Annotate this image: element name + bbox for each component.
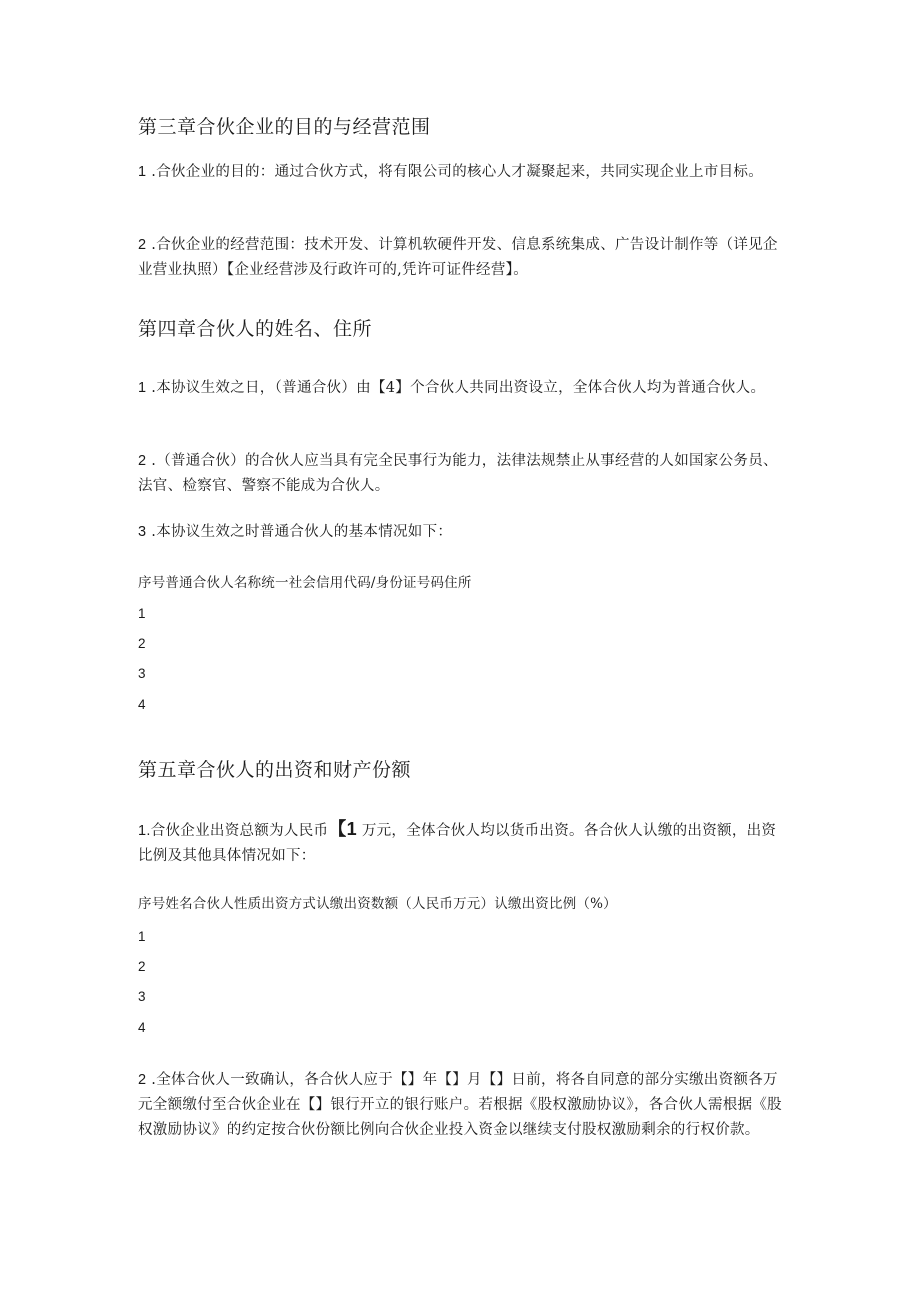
amount-bracket: 【1 [328,819,357,839]
chapter-4-title: 第四章合伙人的姓名、住所 [138,318,373,340]
item-text: .全体合伙人一致确认，各合伙人应于【】年【】月【】日前，将各自同意的部分实缴出资额各万元全额缴付至合伙企业在【】银行开立的银行账户。若根据《股权激励协议》，各合伙人需根据《股权激励协议》的约定按合伙份额比例向合伙企业投入资金以继续支付股权激励剩余的行权价款。 [138,1072,782,1138]
item-text: .合伙企业的目的：通过合伙方式，将有限公司的核心人才凝聚起来，共同实现企业上市目标。 [151,164,764,180]
item-text: .本协议生效之时普通合伙人的基本情况如下： [151,524,453,540]
chapter-4-item-1 [138,376,783,401]
item-text: .合伙企业的经营范围：技术开发、计算机软硬件开发、信息系统集成、广告设计制作等（详见企业营业执照）【企业经营涉及行政许可的,凭许可证件经营】。 [138,237,778,278]
chapter-5-item-2 [138,1068,783,1143]
chapter-5-item-1 [138,817,783,869]
table-row: 2 [138,636,146,651]
item-number: 1 [138,164,147,180]
item-number: 2 [138,1072,147,1088]
item-number: 3 [138,524,147,540]
item-prefix: 1.合伙企业出资总额为人民币 [138,823,329,839]
item-number: 2 [138,237,147,253]
item-text: .本协议生效之日，（普通合伙）由【4】个合伙人共同出资设立，全体合伙人均为普通合伙人。 [151,380,766,396]
item-text: .（普通合伙）的合伙人应当具有完全民事行为能力，法律法规禁止从事经营的人如国家公务员、法官、检察官、警察不能成为合伙人。 [138,453,778,494]
item-text: 万元，全体合伙人均以货币出资。各合伙人认缴的出资额，出资比例及其他具体情况如下： [138,823,777,864]
chapter-4-item-2 [138,449,783,499]
item-number: 2 [138,453,147,469]
table-row: 3 [138,666,146,681]
partner-table-header: 序号普通合伙人名称统一社会信用代码/身份证号码住所 [138,575,472,591]
table-row: 1 [138,929,146,944]
table-row: 3 [138,989,146,1004]
table-row: 2 [138,959,146,974]
table-row: 4 [138,697,146,712]
chapter-5-title: 第五章合伙人的出资和财产份额 [138,759,412,781]
chapter-4-item-3 [138,520,783,545]
chapter-3-item-1 [138,160,783,185]
table-row: 4 [138,1020,146,1035]
item-number: 1 [138,380,147,396]
chapter-3-item-2 [138,233,783,283]
contribution-table-header: 序号姓名合伙人性质出资方式认缴出资数额（人民币万元）认缴出资比例（%） [138,896,617,912]
table-row: 1 [138,606,146,621]
chapter-3-title: 第三章合伙企业的目的与经营范围 [138,116,431,138]
